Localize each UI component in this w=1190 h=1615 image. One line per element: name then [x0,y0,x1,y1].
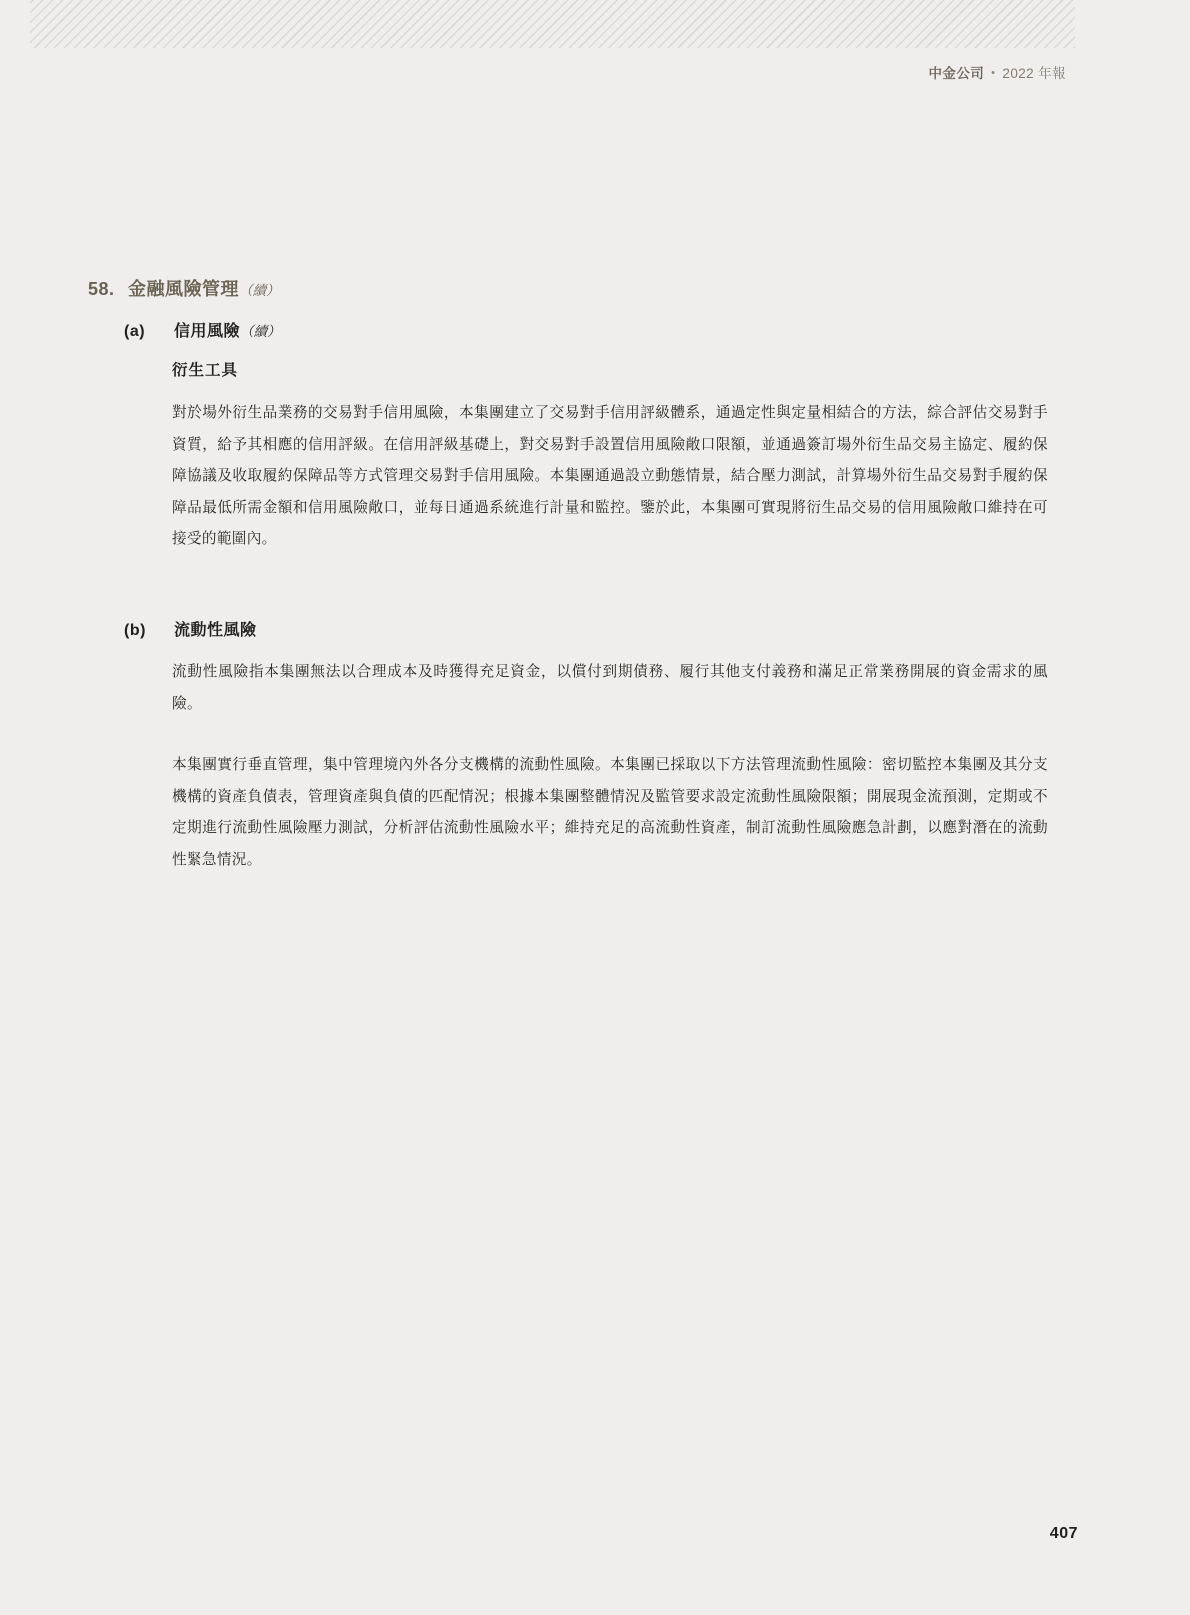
decorative-hatch-band [30,0,1075,48]
subsection-title-b: 流動性風險 [174,622,257,639]
subsection-continued-mark-a: （續） [240,324,281,339]
subsection-heading-a [124,318,281,341]
paragraph-b-2: 本集團實行垂直管理，集中管理境內外各分支機構的流動性風險。本集團已採取以下方法管理流動性風險：密切監控本集團及其分支機構的資產負債表，管理資產與負債的匹配情況；根據本集團整體情況及監管要求設定流動性風險限額；開展現金流預測，定期或不定期進行流動性風險壓力測試，分析評估流動性風險水平；維持充足的高流動性資產，制訂流動性風險應急計劃，以應對潛在的流動性緊急情況。 [172,757,1048,868]
paragraph-b-1: 流動性風險指本集團無法以合理成本及時獲得充足資金，以償付到期債務、履行其他支付義務和滿足正常業務開展的資金需求的風險。 [172,664,1048,712]
section-title-text: 金融風險管理 [128,279,239,299]
page-header [929,62,1066,82]
subsection-label-a: (a) [124,323,146,340]
header-report-year: 2022 年報 [1002,66,1066,81]
subsection-heading-b [124,617,257,640]
paragraph-a-1: 對於場外衍生品業務的交易對手信用風險，本集團建立了交易對手信用評級體系，通過定性與定量相結合的方法，綜合評估交易對手資質，給予其相應的信用評級。在信用評級基礎上，對交易對手設置信用風險敞口限額，並通過簽訂場外衍生品交易主協定、履約保障協議及收取履約保障品等方式管理交易對手信用風險。本集團通過設立動態情景，結合壓力測試，計算場外衍生品交易對手履約保障品最低所需金額和信用風險敞口，並每日通過系統進行計量和監控。鑒於此，本集團可實現將衍生品交易的信用風險敞口維持在可接受的範圍內。 [172,405,1048,547]
header-company-name: 中金公司 [928,66,985,81]
subsection-title-a: 信用風險 [174,323,241,340]
section-number: 58. [88,279,115,299]
minor-heading-derivatives: 衍生工具 [172,362,239,379]
section-heading [88,275,1048,301]
page-number: 407 [1049,1525,1078,1542]
header-separator-dot: • [991,67,996,79]
section-continued-mark: （續） [239,283,280,298]
subsection-label-b: (b) [124,622,146,639]
